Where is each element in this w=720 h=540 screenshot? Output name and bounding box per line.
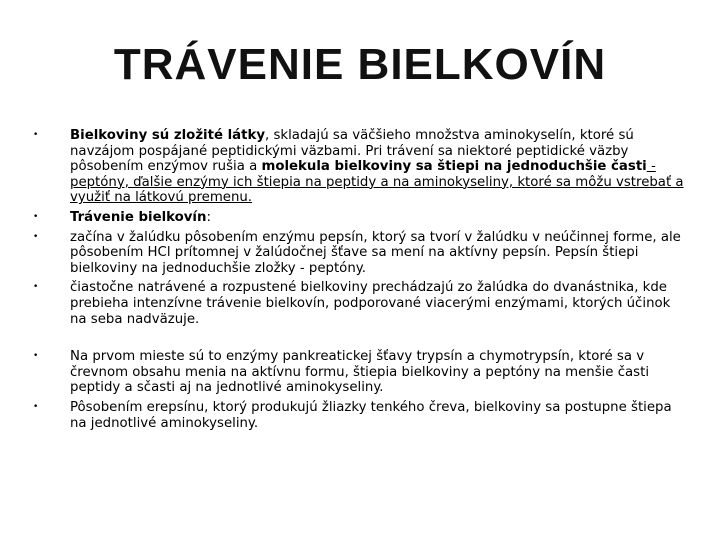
subheading-travenie: Trávenie bielkovín [70, 209, 207, 225]
bullet-item-4 [28, 280, 688, 327]
underlined-text: - peptóny, ďalšie enzýmy ich štiepia na peptidy a na aminokyseliny, ktoré sa môžu vstrebať a využiť na látkovú premenu. [70, 159, 684, 206]
text-zaludok: začína v žalúdku pôsobením enzýmu pepsín, ktorý sa tvorí v žalúdku v neúčinnej forme, ale pôsobením HCl prítomnej v žalúdočnej šťave sa mení na aktívny pepsín. Pepsín štiepi bielkoviny na jednoduchšie zložky - peptóny. [70, 229, 681, 276]
bullet-item-6 [28, 400, 688, 431]
term-molekula: molekula bielkoviny sa štiepi na jednoduchšie časti [261, 159, 647, 175]
bullet-marker: • [33, 231, 39, 242]
bullet-item-1 [28, 128, 688, 206]
text-erepsin: Pôsobením erepsínu, ktorý produkujú žliazky tenkého čreva, bielkoviny sa postupne štiepa na jednotlivé aminokyseliny. [70, 399, 672, 431]
bullet-marker: • [33, 282, 39, 293]
bullet-item-5 [28, 349, 688, 396]
text-pankreas: Na prvom mieste sú to enzýmy pankreatickej šťavy trypsín a chymotrypsín, ktoré sa v črevnom obsahu menia na aktívnu formu, štiepia bielkoviny a peptóny na menšie časti peptidy a sčasti aj na jednotlivé aminokyseliny. [70, 349, 650, 396]
bullet-marker: • [33, 130, 39, 140]
term-bielkoviny: Bielkoviny sú zložité látky [70, 128, 266, 143]
slide-title: TRÁVENIE BIELKOVÍN [113, 40, 607, 89]
bullet-marker: • [33, 351, 39, 362]
bullet-marker: • [33, 401, 39, 412]
bullet-item-2: • Trávenie bielkovín: [33, 209, 211, 225]
bullet-marker: • [33, 211, 39, 222]
slide-content [28, 128, 688, 431]
text-dvanastnik: čiastočne natrávené a rozpustené bielkoviny prechádzajú zo žalúdka do dvanástnika, kde prebieha intenzívne trávenie bielkovín, podporované viacerými enzýmami, ktorých účinok na seba nadväzuje. [70, 280, 671, 327]
bullet-item-3 [28, 230, 688, 277]
text-intro: Bielkoviny sú zložité látky, skladajú sa väčšieho množstva aminokyselín, ktoré sú navzájom pospájané peptidickými väzbami. Pri trávení sa niektoré peptidické väzby pôsobením enzýmov rušia a molekula bielkoviny sa štiepi na jednoduchšie časti - peptóny, ďalšie enzýmy ich štiepia na peptidy a na aminokyseliny, ktoré sa môžu vstrebať a využiť na látkovú premenu. [70, 128, 684, 206]
